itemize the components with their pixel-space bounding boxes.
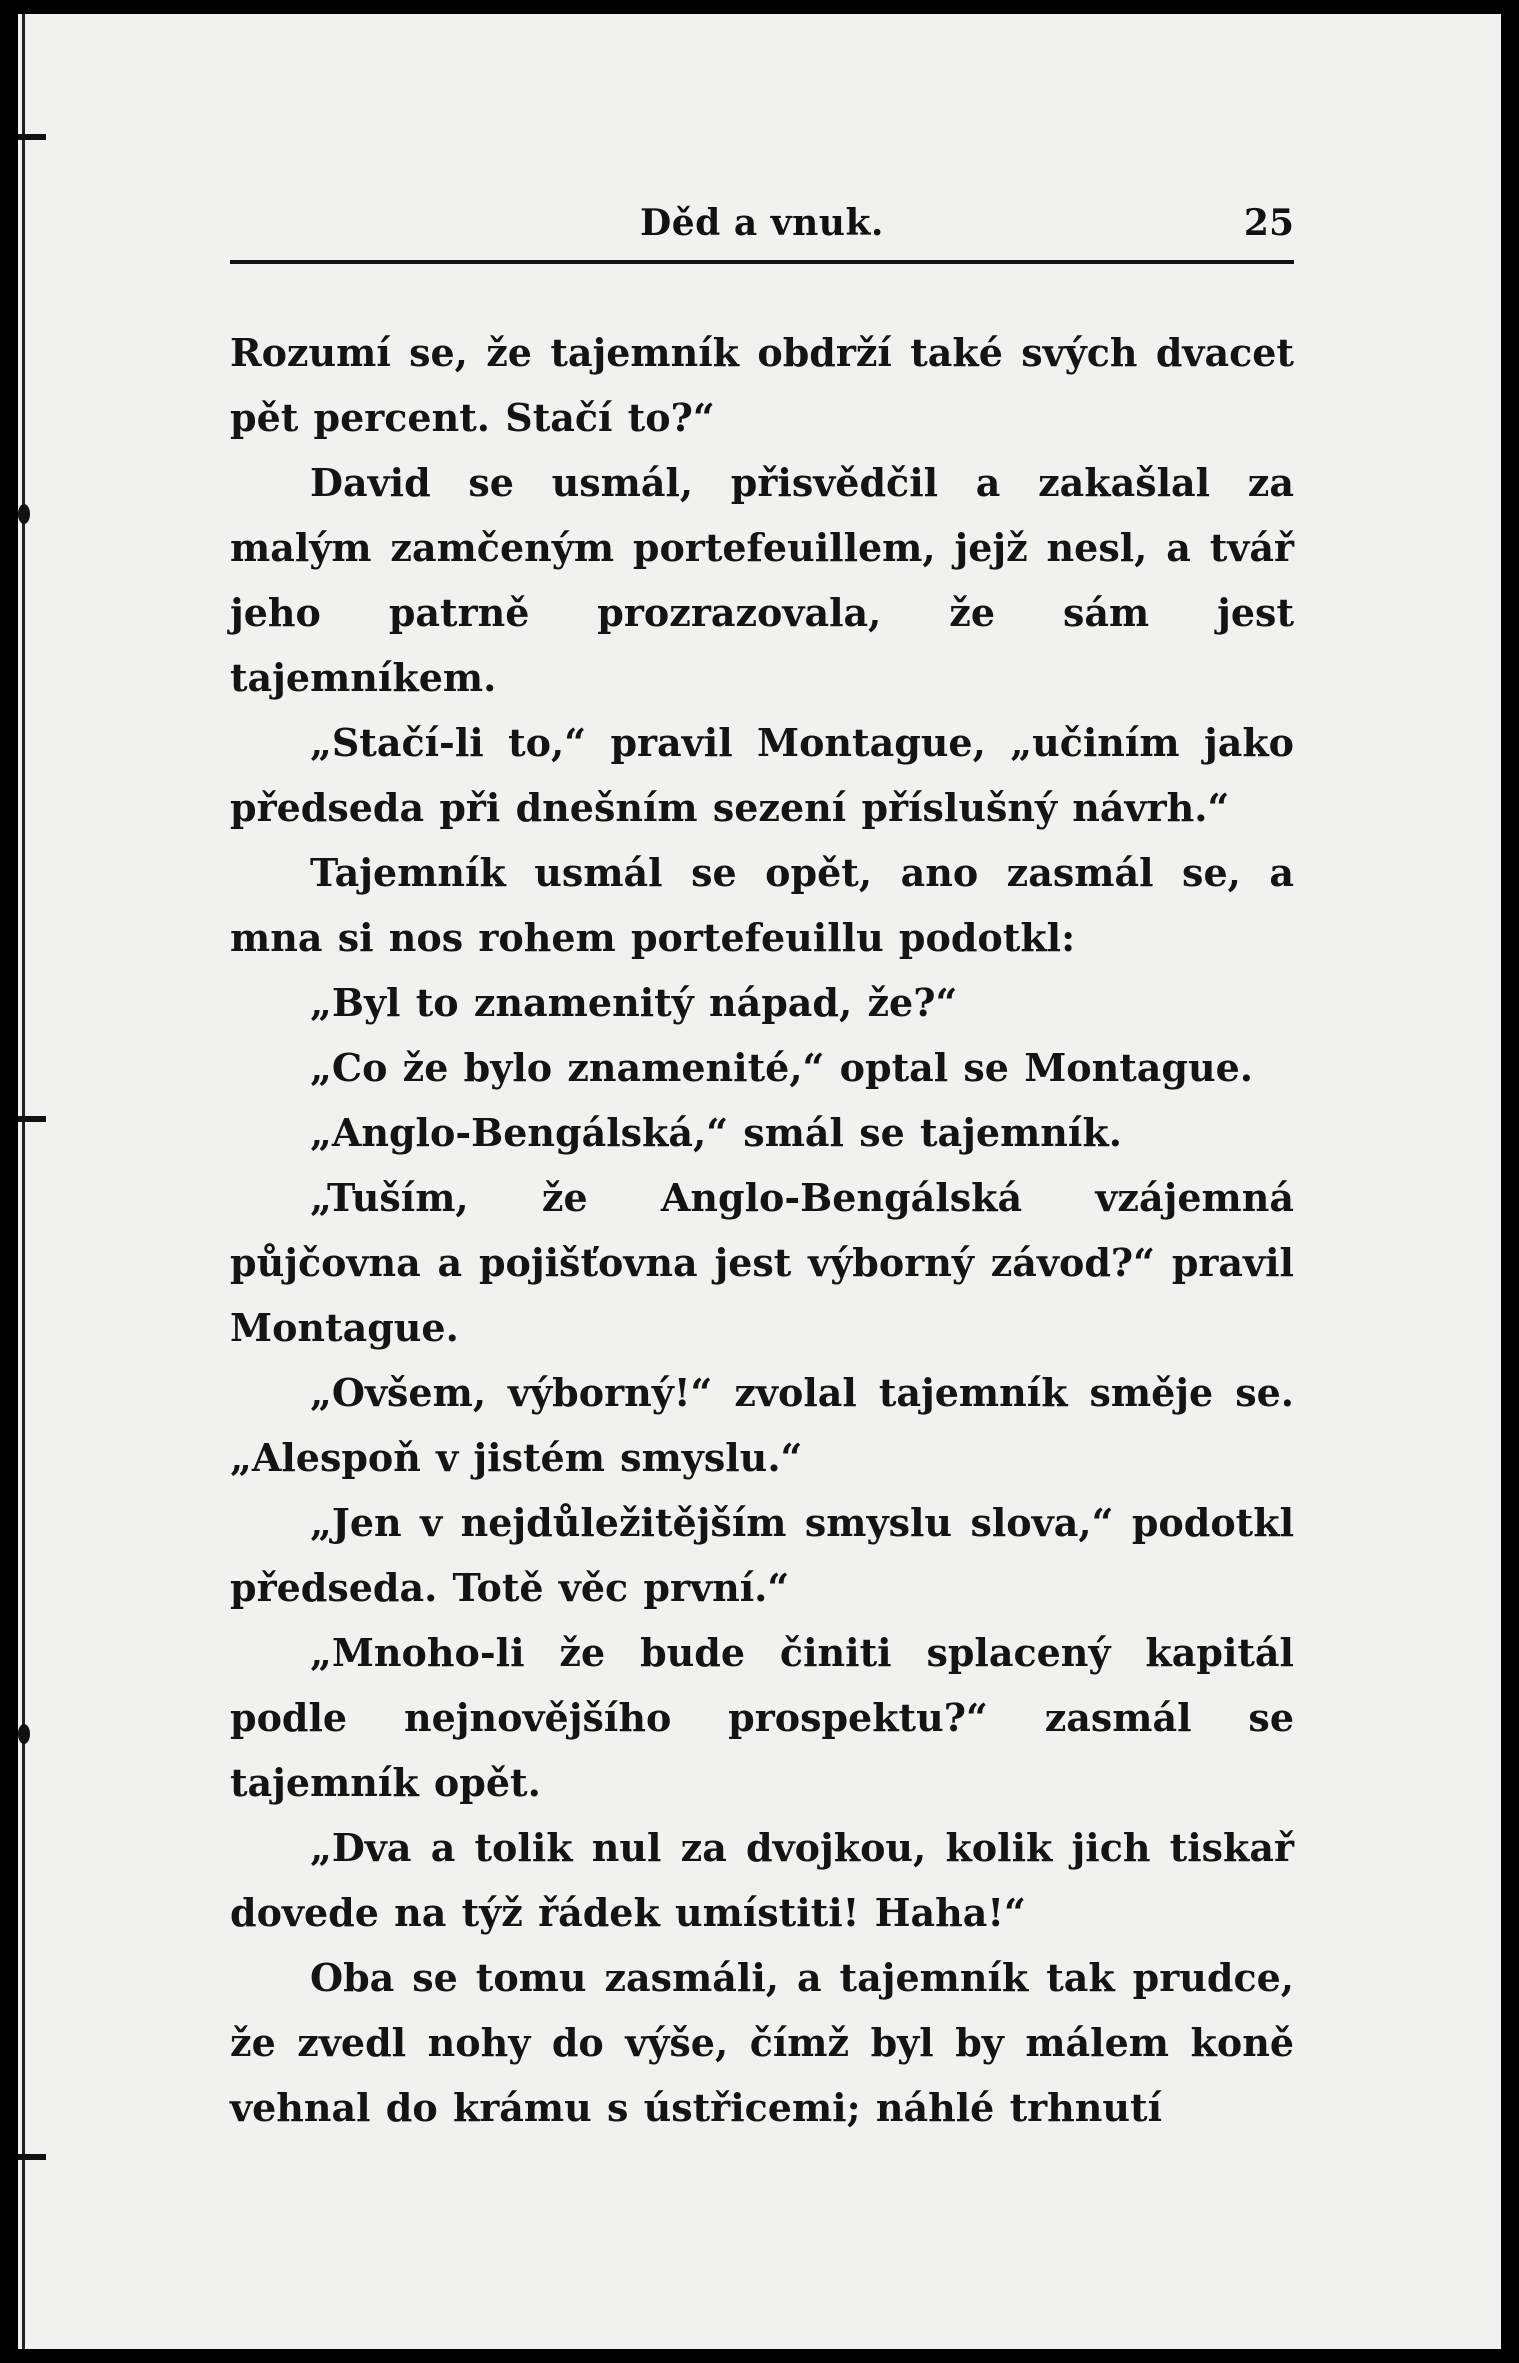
binding-mark [18, 2154, 46, 2160]
paragraph: „Jen v nejdůležitějším smyslu slova,“ podotkl předseda. Totě věc první.“ [230, 1500, 1294, 1610]
paragraph: „Ovšem, výborný!“ zvolal tajemník směje se. „Alespoň v jistém smyslu.“ [230, 1370, 1294, 1480]
paragraph: „Anglo-Bengálská,“ smál se tajemník. [310, 1110, 1122, 1155]
binding-mark [18, 504, 30, 524]
paragraph: „Dva a tolik nul za dvojkou, kolik jich tiskař dovede na týž řádek umístiti! Haha!“ [230, 1825, 1294, 1935]
header-rule [230, 260, 1294, 264]
body-text [230, 320, 1294, 2140]
paragraph: Tajemník usmál se opět, ano zasmál se, a mna si nos rohem portefeuillu podotkl: [230, 850, 1294, 960]
paragraph: „Tuším, že Anglo-Bengálská vzájemná půjčovna a pojišťovna jest výborný závod?“ pravil Montague. [230, 1175, 1294, 1350]
paragraph: David se usmál, přisvědčil a zakašlal za malým zamčeným portefeuillem, jejž nesl, a tvář jeho patrně prozrazovala, že sám jest tajemníkem. [230, 460, 1294, 700]
binding-mark [18, 1116, 46, 1122]
paragraph: „Mnoho-li že bude činiti splacený kapitál podle nejnovějšího prospektu?“ zasmál se tajemník opět. [230, 1630, 1294, 1805]
paragraph: „Co že bylo znamenité,“ optal se Montague. [310, 1045, 1254, 1090]
binding-edge [18, 14, 58, 2349]
book-page [18, 14, 1501, 2349]
page-number: 25 [1243, 202, 1294, 244]
binding-mark [18, 1724, 30, 1744]
paragraph: „Byl to znamenitý nápad, že?“ [310, 980, 958, 1025]
paragraph: „Stačí-li to,“ pravil Montague, „učiním jako předseda při dnešním sezení příslušný návrh.“ [230, 720, 1294, 830]
paragraph: Rozumí se, že tajemník obdrží také svých dvacet pět percent. Stačí to?“ [230, 330, 1294, 440]
binding-mark [18, 134, 46, 140]
paragraph: Oba se tomu zasmáli, a tajemník tak prudce, že zvedl nohy do výše, čímž byl by málem koně vehnal do krámu s ústřicemi; náhlé trhnutí [230, 1955, 1294, 2130]
page-header [230, 202, 1294, 262]
running-title: Děd a vnuk. [640, 202, 884, 244]
binding-line [22, 14, 25, 2349]
